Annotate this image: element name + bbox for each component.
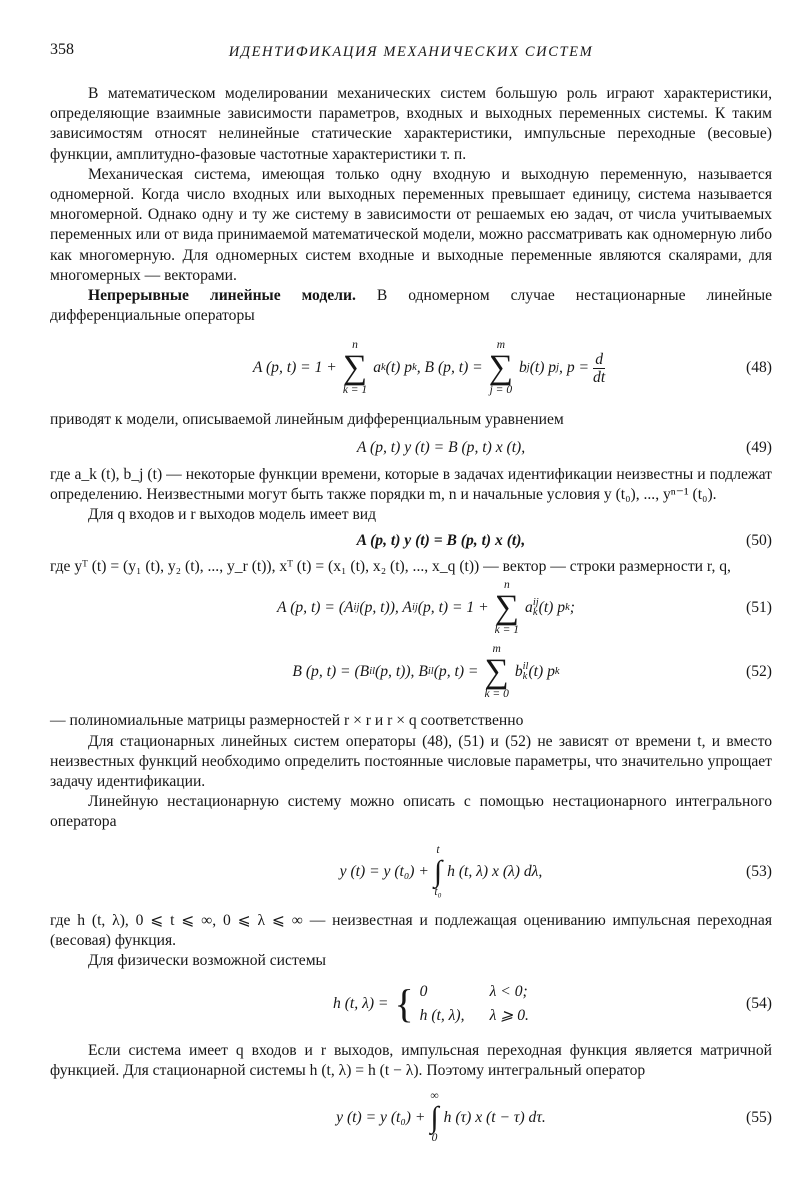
paragraph-stationary: Для стационарных линейных систем операторы (48), (51) и (52) не зависят от времени t, и вместо неизвестных функций необходимо определить постоянные числовые параметры, что значительно упрощает задачу идентификации.: [50, 732, 772, 791]
eq52-mid-sub: il: [427, 666, 434, 678]
equation-number: (48): [746, 359, 772, 377]
eq53-rhs: h (t, λ) x (λ) dλ,: [447, 862, 543, 880]
paragraph-vectors: где yᵀ (t) = (y₁ (t), y₂ (t), ..., y_r (t)), xᵀ (t) = (x₁ (t), x₂ (t), ..., x_q (t)) — вектор — строки размерности r, q,: [50, 558, 731, 576]
section-runin-title: Непрерывные линейные модели.: [88, 287, 356, 305]
sum-upper: n: [503, 578, 510, 591]
case2-value: h (t, λ),: [419, 1007, 465, 1025]
integral-upper: t: [436, 844, 440, 857]
eq52-term: b: [514, 663, 523, 681]
eq51-mid2: (p, t) = 1 +: [417, 599, 489, 617]
paragraph-linear-models-text: В одномерном случае нестационарные линейные дифференциальные операторы: [50, 287, 773, 325]
paragraph-linear-models: [50, 286, 772, 326]
eq54-lhs: h (t, λ) =: [333, 995, 389, 1013]
sum-symbol: m ∑ k = 0: [484, 642, 509, 701]
fraction: [593, 351, 605, 386]
eq48-b-term: b: [518, 359, 527, 377]
paragraph-intro: В математическом моделировании механических систем большую роль играют характеристики, определяющие взаимные зависимости параметров, входных и выходных переменных системы. К таким зависимостям относят нелинейные статические характеристики, импульсные переходные (весовые) функции, амплитудно-фазовые частотные характеристики т. п.: [50, 85, 772, 163]
paragraph-model: приводят к модели, описываемой линейным дифференциальным уравнением: [50, 411, 564, 429]
equation-50-body: A (p, t) y (t) = B (p, t) x (t),: [356, 532, 526, 550]
equation-52: [50, 639, 772, 705]
paragraph-matrix-function: Если система имеет q входов и r выходов, импульсная переходная функция является матричной функцией. Для стационарной системы h (t, λ) = h (t − λ). Поэтому интегральный оператор: [50, 1042, 772, 1080]
eq51-tail-sup: k: [565, 602, 570, 614]
left-brace: {: [394, 981, 414, 1027]
eq52-tail: (t) p: [528, 663, 555, 681]
eq51-mid: (p, t)), A: [359, 599, 412, 617]
equation-50: [50, 525, 772, 557]
eq48-p-def: , p =: [559, 359, 590, 377]
integral-upper: ∞: [430, 1090, 439, 1103]
sum-upper: m: [496, 338, 505, 351]
sum-lower: j = 0: [489, 384, 513, 397]
equation-55: [50, 1082, 772, 1154]
equation-number: (49): [746, 438, 772, 456]
eq48-a-lhs: A (p, t) = 1 +: [252, 359, 337, 377]
equation-number: (53): [746, 862, 772, 880]
fraction-numerator: d: [595, 350, 604, 368]
eq52-mid2: (p, t) =: [433, 663, 479, 681]
running-title: ИДЕНТИФИКАЦИЯ МЕХАНИЧЕСКИХ СИСТЕМ: [228, 44, 594, 60]
paragraph-physical-system: Для физически возможной системы: [88, 952, 327, 970]
paragraph-q-inputs: Для q входов и r выходов модель имеет вид: [88, 506, 377, 524]
eq52-mid: (p, t)), B: [375, 663, 428, 681]
eq48-a-tail: (t) p: [385, 359, 413, 377]
eq48-b-lhs: , B (p, t) =: [416, 359, 483, 377]
equation-51: [50, 577, 772, 639]
equation-49-body: A (p, t) y (t) = B (p, t) x (t),: [356, 438, 526, 456]
integral-lower: 0: [431, 1131, 438, 1144]
eq48-b-sub: j: [526, 362, 530, 374]
eq52-lhs: B (p, t) = (B: [292, 663, 370, 681]
sum-upper: n: [352, 338, 358, 351]
page-number: 358: [50, 41, 74, 58]
eq52-tail-sup: k: [554, 666, 560, 678]
eq51-tail: (t) p: [538, 599, 566, 617]
sum-symbol: n ∑ k = 1: [494, 578, 520, 637]
page-header: [50, 40, 772, 64]
equation-number: (52): [746, 663, 772, 681]
eq51-term: a: [525, 599, 533, 617]
eq48-b-tail: (t) p: [529, 359, 557, 377]
eq55-lhs: y (t) = y (t₀) +: [336, 1108, 426, 1126]
equation-54: [50, 971, 772, 1037]
integral-symbol: ∞ ∫ 0: [430, 1090, 439, 1144]
integral-lower: t₀: [434, 885, 442, 898]
sum-lower: k = 0: [484, 688, 509, 701]
eq51-term-sup: ij: [532, 596, 539, 608]
equation-48: [50, 326, 772, 410]
eq51-end: ;: [569, 599, 575, 617]
equation-number: (50): [746, 532, 772, 550]
fraction-denominator: dt: [593, 368, 606, 386]
equation-49: [50, 431, 772, 465]
equation-number: (54): [746, 995, 772, 1013]
equation-53: [50, 833, 772, 911]
eq52-term-sub: k: [522, 671, 528, 683]
eq55-rhs: h (τ) x (t − τ) dτ.: [443, 1108, 546, 1126]
sum-symbol: n ∑ k = 1: [342, 338, 368, 397]
case2-condition: λ ⩾ 0.: [489, 1007, 529, 1025]
eq48-a-sub: k: [380, 362, 386, 374]
case1-condition: λ < 0;: [489, 983, 528, 1001]
sum-lower: k = 1: [494, 624, 520, 637]
eq53-lhs: y (t) = y (t₀) +: [339, 862, 429, 880]
book-page: [50, 40, 772, 1154]
eq51-lhs: A (p, t) = (A: [277, 599, 354, 617]
integral-symbol: t ∫ t₀: [433, 844, 443, 898]
eq51-term-sub: k: [532, 607, 538, 619]
sum-upper: m: [492, 642, 501, 655]
paragraph-unknown-functions: где a_k (t), b_j (t) — некоторые функции времени, которые в задачах идентификации неизвестны и подлежат определению. Неизвестными могут быть также порядки m, n и начальные условия y (t₀), ..., yⁿ⁻¹ (t₀).: [50, 465, 772, 503]
sum-symbol: m ∑ j = 0: [488, 338, 513, 397]
eq48-b-sup: j: [556, 362, 560, 374]
case1-value: 0: [419, 983, 428, 1001]
equation-number: (55): [746, 1108, 772, 1126]
eq48-a-sup: k: [412, 362, 417, 374]
paragraph-impulse-function: где h (t, λ), 0 ⩽ t ⩽ ∞, 0 ⩽ λ ⩽ ∞ — неизвестная и подлежащая оцениванию импульсная переходная (весовая) функция.: [50, 911, 772, 949]
eq51-lhs-sub: ij: [353, 602, 360, 614]
eq52-term-sup: il: [522, 660, 529, 672]
equation-48-body: [253, 340, 609, 397]
eq51-mid-sub: ij: [411, 602, 418, 614]
eq52-lhs-sub: il: [369, 666, 376, 678]
cases: [420, 980, 529, 1028]
paragraph-dimension: Механическая система, имеющая только одну входную и выходную переменную, называется одномерной. Когда число входных или выходных переменных превышает единицу, система называется многомерной. Однако одну и ту же систему в зависимости от решаемых ею задач, от числа учитываемых переменных или от вида принимаемой математической модели, можно рассматривать как одномерную либо как многомерную. Для одномерных систем входные и выходные переменные являются скалярами, для многомерных — векторами.: [50, 165, 772, 284]
paragraph-integral-operator: Линейную нестационарную систему можно описать с помощью нестационарного интегрального оператора: [50, 793, 772, 831]
eq48-a-term: a: [373, 359, 381, 377]
paragraph-matrices: — полиномиальные матрицы размерностей r × r и r × q соответственно: [50, 712, 524, 730]
equation-number: (51): [746, 599, 772, 617]
sum-lower: k = 1: [342, 384, 368, 397]
